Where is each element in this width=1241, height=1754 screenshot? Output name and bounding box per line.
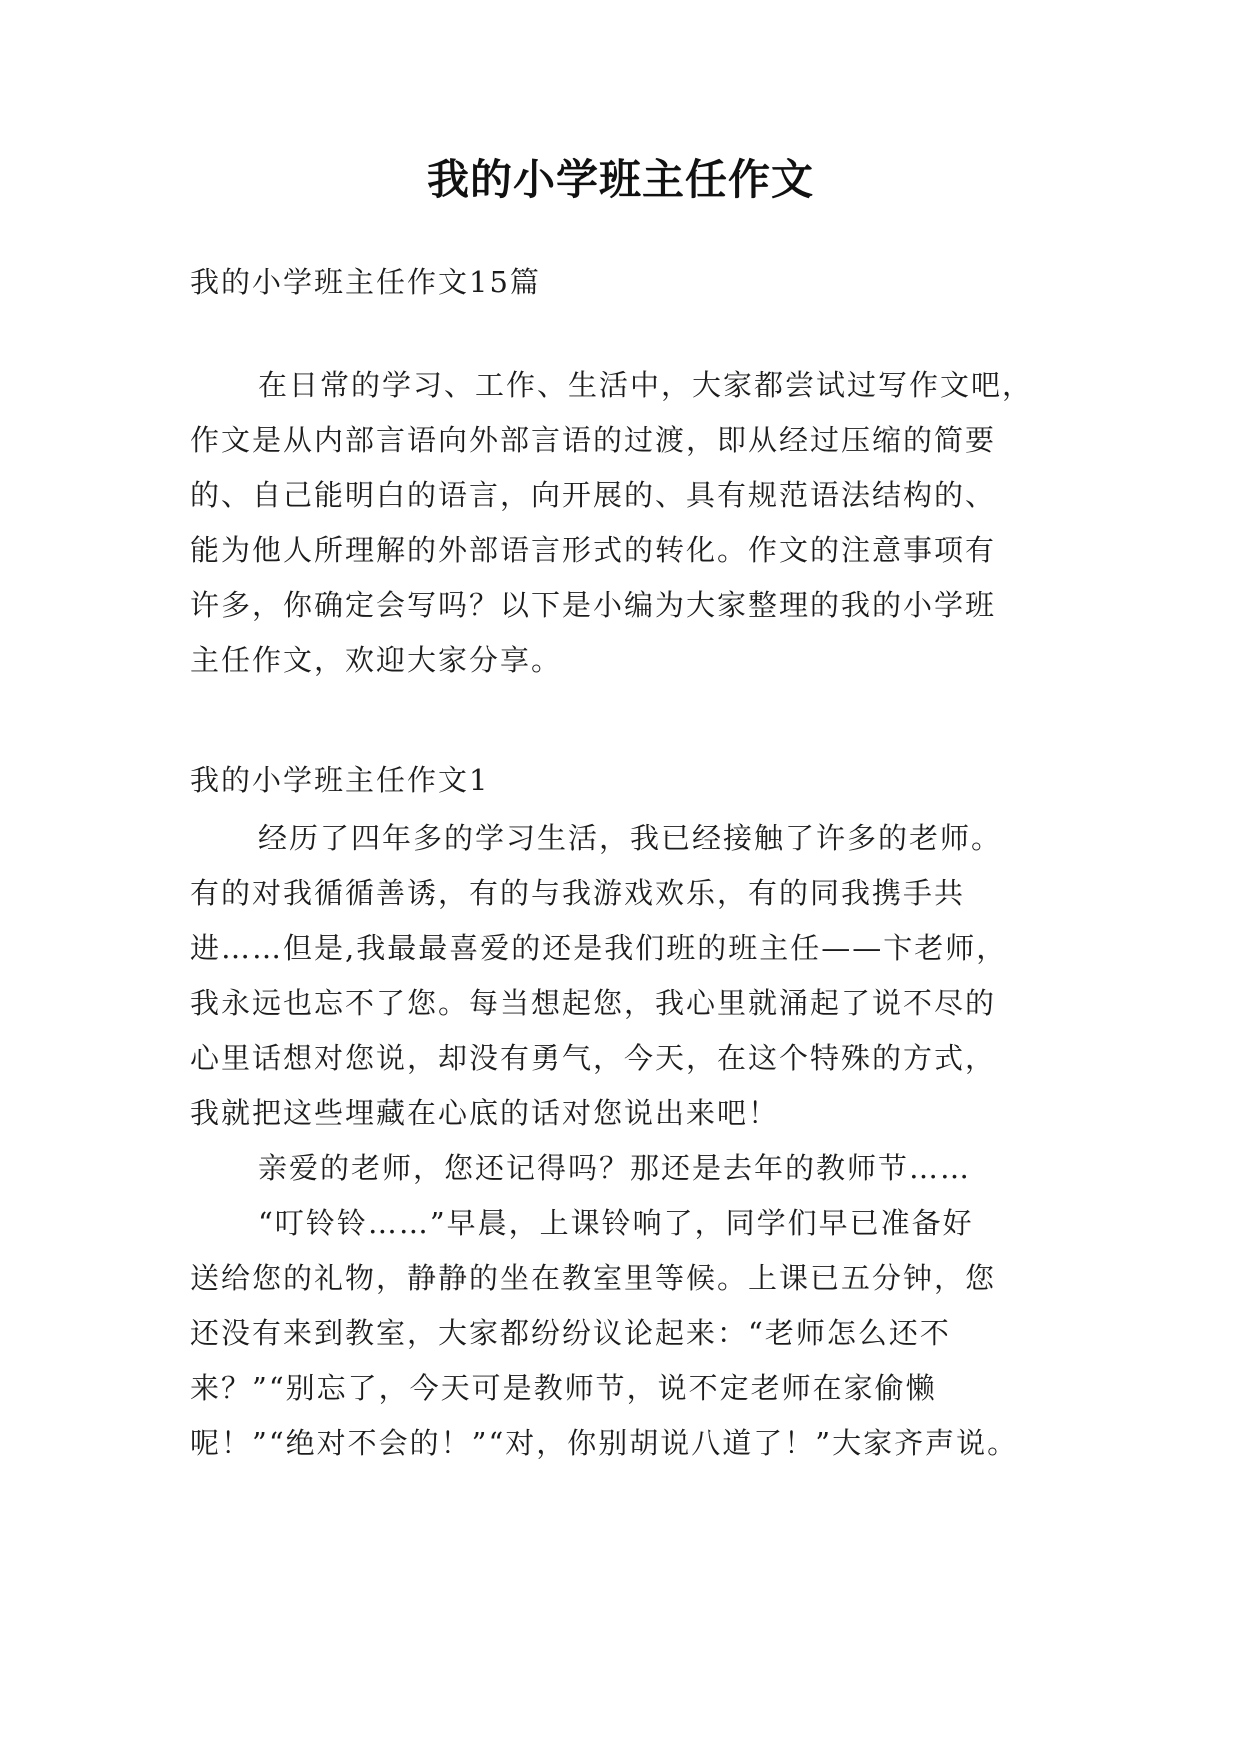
section-line: 我就把这些埋藏在心底的话对您说出来吧！ [190, 1096, 780, 1130]
document-subtitle: 我的小学班主任作文15篇 [190, 265, 541, 299]
section-line: “叮铃铃……”早晨，上课铃响了，同学们早已准备好 [258, 1206, 974, 1240]
intro-line: 的、自己能明白的语言，向开展的、具有规范语法结构的、 [190, 478, 997, 512]
section-heading: 我的小学班主任作文1 [190, 763, 490, 797]
intro-line: 能为他人所理解的外部语言形式的转化。作文的注意事项有 [190, 533, 997, 567]
section-line: 呢！”“绝对不会的！”“对，你别胡说八道了！”大家齐声说。 [190, 1426, 1019, 1460]
section-line: 亲爱的老师，您还记得吗？那还是去年的教师节…… [258, 1151, 972, 1185]
section-line: 我永远也忘不了您。每当想起您，我心里就涌起了说不尽的 [190, 986, 997, 1020]
intro-line: 许多，你确定会写吗？以下是小编为大家整理的我的小学班 [190, 588, 997, 622]
section-line: 进……但是,我最最喜爱的还是我们班的班主任——卞老师， [190, 931, 1008, 965]
document-title: 我的小学班主任作文 [426, 155, 814, 204]
intro-line: 作文是从内部言语向外部言语的过渡，即从经过压缩的简要 [190, 423, 997, 457]
section-line: 来？”“别忘了，今天可是教师节，说不定老师在家偷懒 [190, 1371, 937, 1405]
intro-line: 在日常的学习、工作、生活中，大家都尝试过写作文吧， [258, 368, 1034, 402]
section-line: 有的对我循循善诱，有的与我游戏欢乐，有的同我携手共 [190, 876, 966, 910]
section-line: 送给您的礼物，静静的坐在教室里等候。上课已五分钟，您 [190, 1261, 997, 1295]
intro-line: 主任作文，欢迎大家分享。 [190, 643, 563, 677]
section-line: 经历了四年多的学习生活，我已经接触了许多的老师。 [258, 821, 1003, 855]
section-line: 还没有来到教室，大家都纷纷议论起来：“老师怎么还不 [190, 1316, 951, 1350]
section-line: 心里话想对您说，却没有勇气，今天，在这个特殊的方式， [190, 1041, 997, 1075]
